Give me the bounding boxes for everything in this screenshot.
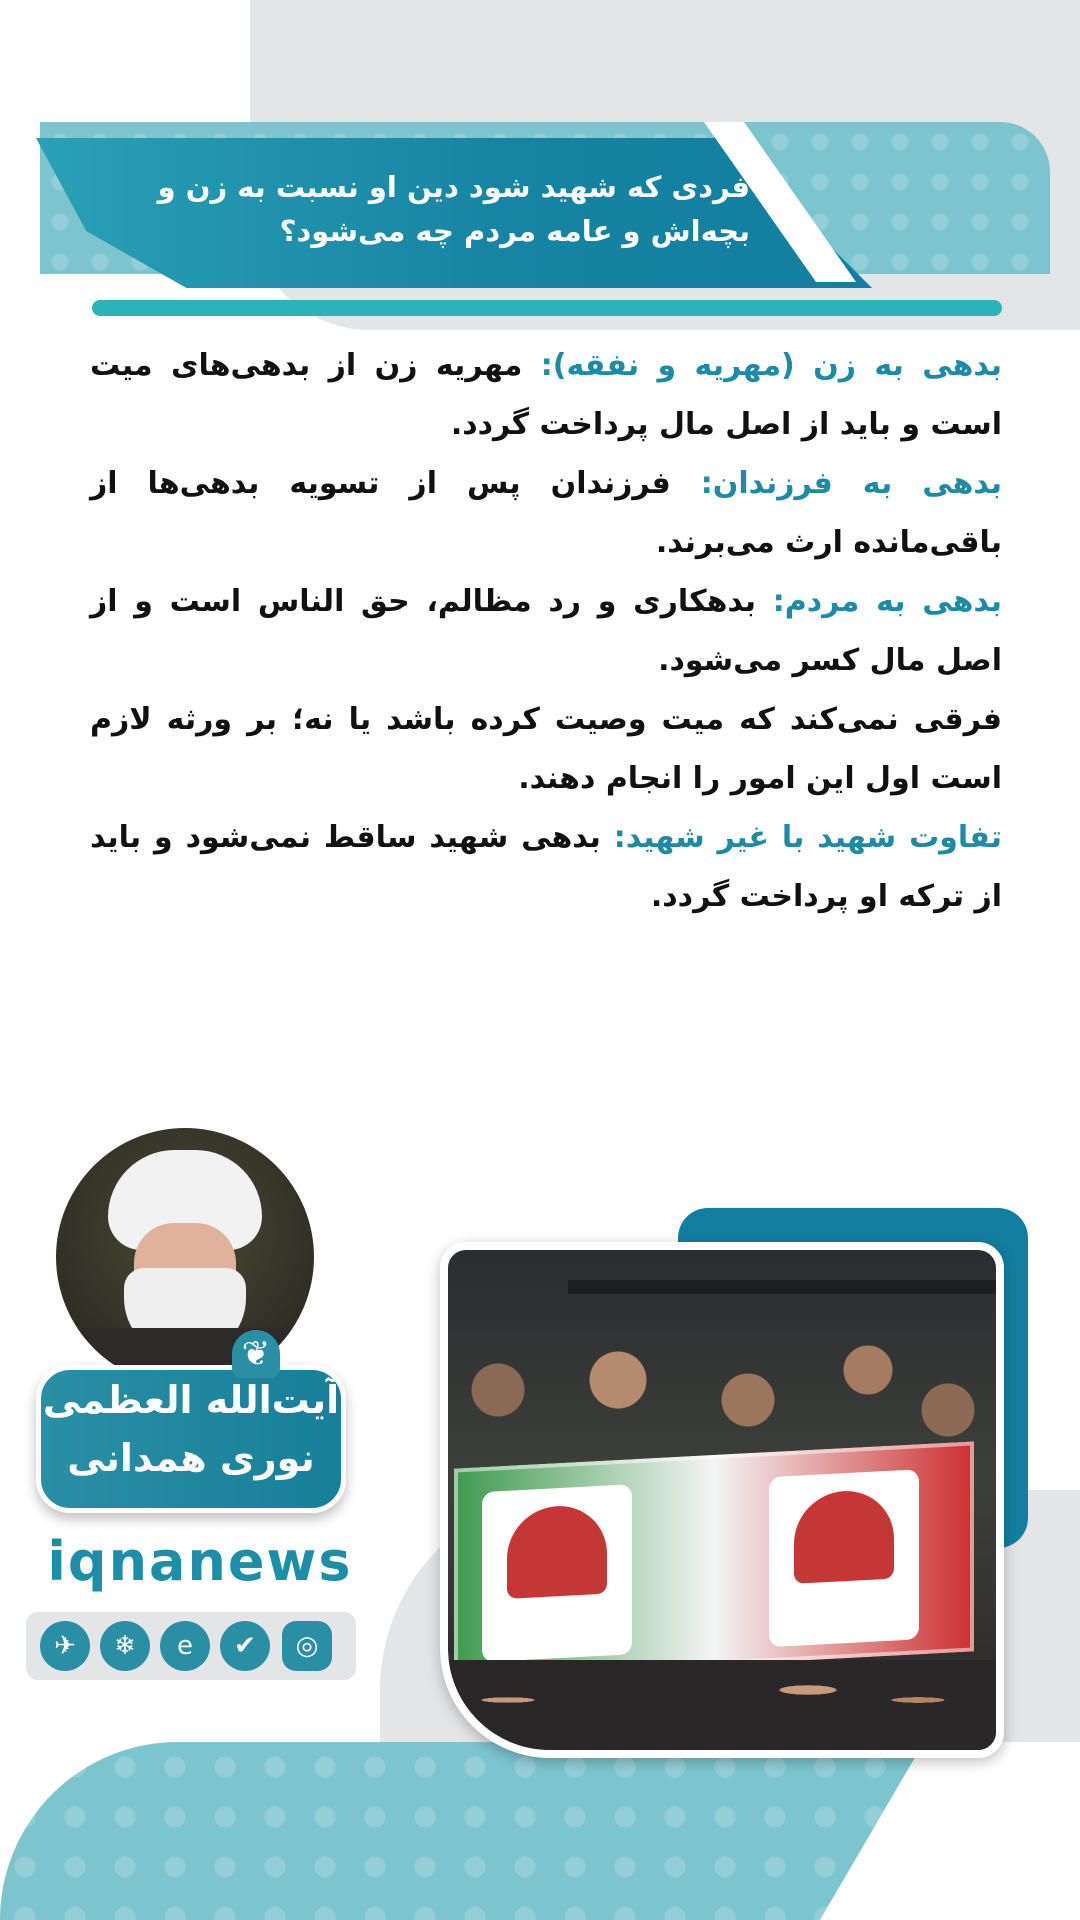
article-body [90,336,1002,926]
funeral-photo [440,1242,1004,1758]
paragraph-text: فرقی نمی‌کند که میت وصیت کرده باشد یا نه؛ بر ورثه لازم است اول این امور را انجام دهند. [90,702,1002,796]
paragraph-will [90,690,1002,808]
social-bar [26,1612,356,1680]
coffin-placard [482,1484,632,1662]
badge-title: آیت‌الله العظمی [42,1378,340,1422]
paragraph-label: بدهی به فرزندان: [700,466,1002,501]
paragraph-martyr-difference [90,808,1002,926]
badge-name: نوری همدانی [67,1436,315,1480]
paragraph-text: فرزندان پس از تسویه بدهی‌ها از باقی‌مانده ارث می‌برند. [90,466,1002,560]
page-title: فردی که شهید شود دین او نسبت به زن و بچه‌اش و عامه مردم چه می‌شود؟ [157,170,750,248]
paragraph-children-debt [90,454,1002,572]
paragraph-text: مهریه زن از بدهی‌های میت است و باید از اصل مال پرداخت گردد. [90,348,1002,442]
paragraph-text: بدهی شهید ساقط نمی‌شود و باید از ترکه او پرداخت گردد. [90,820,1002,914]
eitaa-icon[interactable]: e [160,1621,210,1671]
paragraph-label: بدهی به زن (مهریه و نفقه): [540,348,1002,383]
instagram-icon[interactable]: ◎ [282,1621,332,1671]
title-underline [92,300,1002,316]
paragraph-label: تفاوت شهید با غیر شهید: [613,820,1002,855]
name-badge [36,1365,346,1513]
flag-draped-coffin [454,1441,974,1678]
paragraph-label: بدهی به مردم: [772,584,1003,619]
coffin-placard [769,1469,919,1647]
telegram-icon[interactable]: ✈ [40,1621,90,1671]
paragraph-text: بدهکاری و رد مظالم، حق الناس است و از اصل مال کسر می‌شود. [90,584,1002,678]
ornament-icon: ❦ [232,1330,280,1378]
photo-rail [568,1280,998,1294]
photo-hands [448,1660,996,1750]
paragraph-wife-debt [90,336,1002,454]
rubika-icon[interactable]: ✔ [220,1621,270,1671]
paragraph-people-debt [90,572,1002,690]
brand-logo[interactable]: iqnanews [47,1530,353,1593]
bale-icon[interactable]: ❄ [100,1621,150,1671]
